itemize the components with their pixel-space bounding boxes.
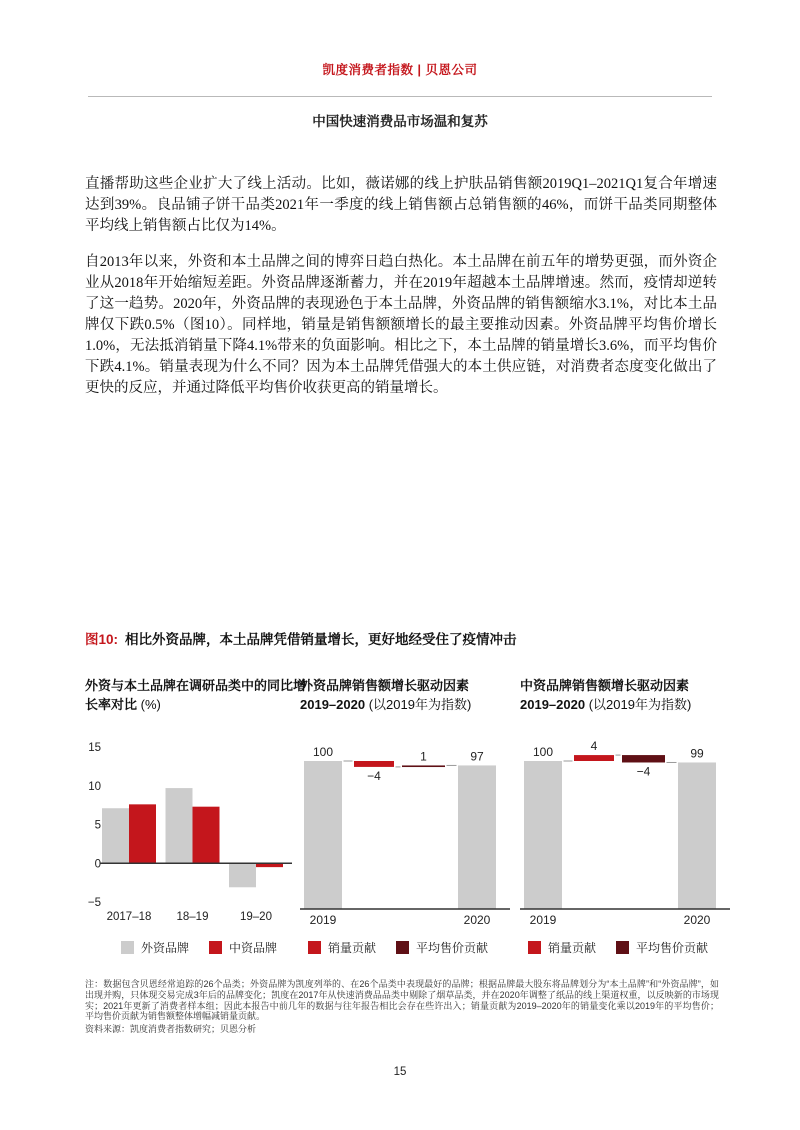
grouped-bar-chart xyxy=(85,735,295,935)
delta-bar xyxy=(574,755,614,761)
legend-label: 平均售价贡献 xyxy=(636,941,709,955)
x-axis-label: 2020 xyxy=(463,913,491,927)
paragraph-brand-competition: 自2013年以来，外资和本土品牌之间的博弈日趋白热化。本土品牌在前五年的增势更强，而外资企业从2018年开始缩短差距。外资品牌逐渐蓄力，并在2019年超越本土品牌增速。然而，疫情却逆转了这一趋势。2020年，外资品牌的表现逊色于本土品牌，外资品牌的销售额缩水3.1%，对比本土品牌仅下跌0.5%（图10）。同样地，销量是销售额额增长的最主要推动因素。外资品牌平均售价增长1.0%，无法抵消销量下降4.1%带来的负面影响。相比之下，本土品牌的销量增长3.6%，而平均售价下跌4.1%。销量表现为什么不同？因为本土品牌凭借强大的本土供应链，对消费者态度变化做出了更快的反应，并通过降低平均售价收获更高的销量增长。 xyxy=(85,254,717,396)
legend-item xyxy=(528,939,596,956)
chart2-title xyxy=(300,676,512,714)
chart3-legend xyxy=(528,939,728,956)
legend-item xyxy=(121,939,189,956)
price-swatch xyxy=(396,941,409,954)
legend-label: 平均售价贡献 xyxy=(416,941,489,955)
foreign-brand-swatch xyxy=(121,941,134,954)
chart3-title-note: (以2019年为指数) xyxy=(588,697,692,712)
waterfall-chart-foreign xyxy=(300,735,510,935)
y-tick-label: −5 xyxy=(87,897,101,909)
volume-swatch xyxy=(308,941,321,954)
chart3-title xyxy=(520,676,732,714)
chart1-title-unit: (%) xyxy=(140,697,161,712)
figure-caption-text: 相比外资品牌，本土品牌凭借销量增长，更好地经受住了疫情冲击 xyxy=(125,632,517,647)
delta-bar xyxy=(622,755,665,762)
chart1-title xyxy=(85,676,307,714)
delta-bar xyxy=(402,765,445,767)
legend-item xyxy=(616,939,708,956)
x-axis-label: 2020 xyxy=(683,913,711,927)
chart2-title-years: 2019–2020 xyxy=(300,697,366,712)
bar xyxy=(102,808,129,863)
bar-value-label: −4 xyxy=(367,768,381,783)
bar-value-label: 100 xyxy=(532,745,554,759)
price-swatch xyxy=(616,941,629,954)
bar-value-label: 97 xyxy=(470,749,484,764)
bar-value-label: 99 xyxy=(690,746,704,761)
legend-item xyxy=(396,939,488,956)
bar-value-label: 100 xyxy=(312,745,334,759)
header-divider xyxy=(88,96,712,97)
bar-value-label: 4 xyxy=(590,739,598,754)
legend-item xyxy=(308,939,376,956)
x-axis-label: 2019 xyxy=(309,913,337,927)
total-bar xyxy=(304,761,342,909)
bar-value-label: 1 xyxy=(420,749,427,764)
x-axis-label: 2019 xyxy=(529,913,557,927)
y-tick-label: 0 xyxy=(94,858,101,871)
footnote-source: 资料来源：凯度消费者指数研究；贝恩分析 xyxy=(85,1024,257,1034)
legend-item xyxy=(209,939,277,956)
chart1-legend xyxy=(121,939,297,956)
x-category-label: 18–19 xyxy=(176,911,209,923)
legend-label: 中资品牌 xyxy=(229,941,278,955)
delta-bar xyxy=(354,761,394,767)
page-title: 中国快速消费品市场温和复苏 xyxy=(312,114,488,129)
chart3-title-text: 中资品牌销售额增长驱动因素 xyxy=(520,678,690,693)
total-bar xyxy=(678,762,716,909)
legend-label: 销量贡献 xyxy=(548,941,597,955)
bar xyxy=(166,788,193,863)
waterfall-chart-chinese xyxy=(520,735,730,935)
brand-header: 凯度消费者指数 | 贝恩公司 xyxy=(322,63,478,77)
chart2-title-note: (以2019年为指数) xyxy=(368,697,472,712)
x-category-label: 2017–18 xyxy=(106,911,152,923)
legend-label: 外资品牌 xyxy=(141,941,190,955)
chart1-title-text: 外资与本土品牌在调研品类中的同比增长率对比 xyxy=(85,678,307,712)
total-bar xyxy=(524,761,562,909)
footnote-note: 注：数据包含贝恩经常追踪的26个品类；外资品牌为凯度列举的、在26个品类中表现最好的品牌；根据品牌最大股东将品牌划分为“本土品牌”和“外资品牌”，如出现并购，只体现交易完成3年后的品牌变化；凯度在2017年从快速消费品品类中剔除了烟草品类，并在2020年调整了纸品的线上渠道权重，以反映新的市场现实；2021年更新了消费者样本组；因此本报告中前几年的数据与往年报告相比会存在些许出入；销量贡献为2019–2020年的销量变化乘以2019年的平均售价；平均售价贡献为销售额整体增幅减销量贡献。 xyxy=(85,979,719,1022)
chinese-brand-swatch xyxy=(209,941,222,954)
page-number: 15 xyxy=(393,1066,407,1078)
volume-swatch xyxy=(528,941,541,954)
y-tick-label: 10 xyxy=(88,780,101,793)
chart2-legend xyxy=(308,939,508,956)
figure-caption xyxy=(85,628,517,648)
bar xyxy=(193,807,220,864)
figure-number: 图10: xyxy=(85,632,119,647)
total-bar xyxy=(458,765,496,909)
legend-label: 销量贡献 xyxy=(328,941,377,955)
bar xyxy=(229,863,256,887)
y-tick-label: 15 xyxy=(88,742,101,754)
chart2-title-text: 外资品牌销售额增长驱动因素 xyxy=(300,678,470,693)
bar-value-label: −4 xyxy=(636,764,651,779)
paragraph-livestream: 直播帮助这些企业扩大了线上活动。比如，薇诺娜的线上护肤品销售额2019Q1–2021Q1复合年增速达到39%。良品铺子饼干品类2021年一季度的线上销售额占总销售额的46%，而饼干品类同期整体平均线上销售额占比仅为14%。 xyxy=(85,176,717,234)
x-category-label: 19–20 xyxy=(240,911,272,923)
chart3-title-years: 2019–2020 xyxy=(520,697,586,712)
bar xyxy=(129,804,156,863)
y-tick-label: 5 xyxy=(94,819,101,832)
